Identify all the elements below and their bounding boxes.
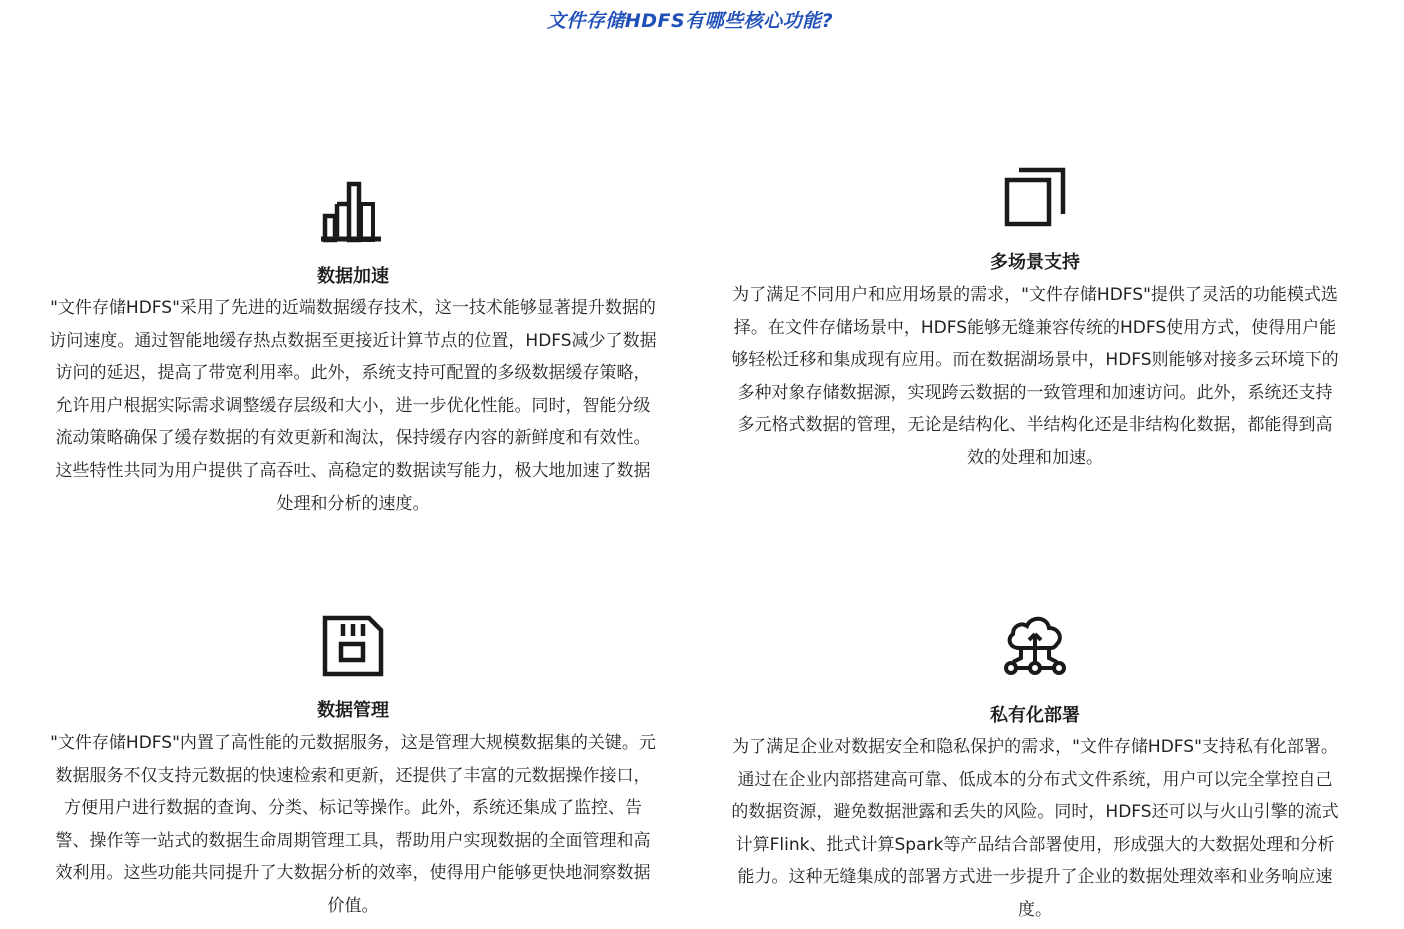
feature-title: 多场景支持	[990, 252, 1080, 273]
feature-description: 为了满足不同用户和应用场景的需求，"文件存储HDFS"提供了灵活的功能模式选择。在文件存储场景中，HDFS能够无缝兼容传统的HDFS使用方式，使得用户能够轻松迁移和集成现有应用。而在数据湖场景中，HDFS则能够对接多云环境下的多种对象存储数据源，实现跨云数据的一致管理和加速访问。此外，系统还支持多元格式数据的管理，无论是结构化、半结构化还是非结构化数据，都能得到高效的处理和加速。	[731, 285, 1339, 468]
feature-card-private-deployment	[730, 0, 1340, 929]
storage-card-icon	[319, 612, 387, 680]
feature-description: "文件存储HDFS"内置了高性能的元数据服务，这是管理大规模数据集的关键。元数据服务不仅支持元数据的快速检索和更新，还提供了丰富的元数据操作接口，方便用户进行数据的查询、分类、标记等操作。此外，系统还集成了监控、告警、操作等一站式的数据生命周期管理工具，帮助用户实现数据的全面管理和高效利用。这些功能共同提升了大数据分析的效率，使得用户能够更快地洞察数据价值。	[50, 733, 656, 916]
feature-title: 数据加速	[317, 266, 389, 287]
feature-description: 为了满足企业对数据安全和隐私保护的需求，"文件存储HDFS"支持私有化部署。通过在企业内部搭建高可靠、低成本的分布式文件系统，用户可以完全掌控自己的数据资源，避免数据泄露和丢失的风险。同时，HDFS还可以与火山引擎的流式计算Flink、批式计算Spark等产品结合部署使用，形成强大的大数据处理和分析能力。这种无缝集成的部署方式进一步提升了企业的数据处理效率和业务响应速度。	[731, 737, 1339, 920]
page-title: 文件存储HDFS有哪些核心功能?	[546, 10, 834, 32]
feature-title: 私有化部署	[990, 705, 1080, 726]
feature-description: "文件存储HDFS"采用了先进的近端数据缓存技术，这一技术能够显著提升数据的访问速度。通过智能地缓存热点数据至更接近计算节点的位置，HDFS减少了数据访问的延迟，提高了带宽利用率。此外，系统支持可配置的多级数据缓存策略，允许用户根据实际需求调整缓存层级和大小，进一步优化性能。同时，智能分级流动策略确保了缓存数据的有效更新和淘汰，保持缓存内容的新鲜度和有效性。这些特性共同为用户提供了高吞吐、高稳定的数据读写能力，极大地加速了数据处理和分析的速度。	[49, 298, 657, 514]
cloud-network-icon	[1001, 610, 1069, 678]
feature-card-data-management	[48, 0, 658, 929]
feature-title: 数据管理	[317, 700, 389, 721]
